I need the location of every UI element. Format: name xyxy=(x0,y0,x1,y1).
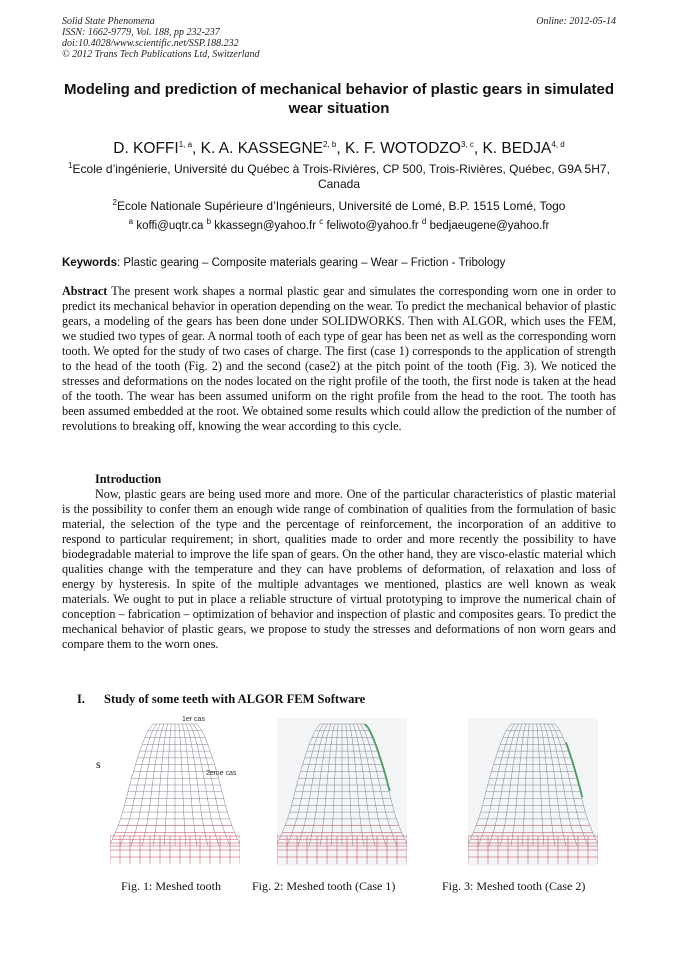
journal-header xyxy=(62,16,260,60)
author-name: K. A. KASSEGNE xyxy=(200,140,323,157)
affiliation-text: Ecole d’ingénierie, Université du Québec à Trois-Rivières, CP 500, Trois-Rivières, Québec, G9A 5H7, Canada xyxy=(72,162,610,191)
journal-name: Solid State Phenomena xyxy=(62,16,155,27)
email-link[interactable]: kkassegn@yahoo.fr xyxy=(214,220,317,232)
author-name: D. KOFFI xyxy=(113,140,179,157)
journal-doi: doi:10.4028/www.scientific.net/SSP.188.232 xyxy=(62,38,239,49)
annotation-case2: 2eme cas xyxy=(206,770,237,777)
abstract xyxy=(62,284,616,434)
mesh-image xyxy=(468,718,598,866)
figure-meshed-tooth xyxy=(110,718,240,866)
section-title: Study of some teeth with ALGOR FEM Software xyxy=(104,692,366,706)
mesh-image xyxy=(277,718,407,866)
affiliation-text: Ecole Nationale Supérieure d’Ingénieurs, Université de Lomé, B.P. 1515 Lomé, Togo xyxy=(116,199,566,213)
keywords-label: Keywords xyxy=(62,257,117,269)
author-sup: 4, d xyxy=(551,139,565,149)
author-name: K. BEDJA xyxy=(482,140,552,157)
introduction-heading: Introduction xyxy=(95,472,162,486)
figure-caption: Fig. 1: Meshed tooth xyxy=(121,879,222,893)
author-sup: 2, b xyxy=(323,139,337,149)
email-link[interactable]: bedjaeugene@yahoo.fr xyxy=(429,220,550,232)
figure-meshed-tooth-case2 xyxy=(468,718,598,866)
introduction-text: Now, plastic gears are being used more and more. One of the particular characteristics of plastic material is the possibility to confer them an enough wide range of combination of qualities from the formulation of basic material, the selection of the type and the percentage of reinforcement, the incorporation of an additive to respond to particular requirement; in short, qualities made to order and more recently the possibility to have biodegradable material to improve the life span of gears. On the other hand, they are visco-elastic material which qualities change with the temperature and they can have problems of deformation, of relaxation and loss of energy by hysteresis. In spite of the multiple advantages we mentioned, plastics are well known as weak materials. We ought to put in place a reliable structure of virtual prototyping to improve the numerical chain of conception – fabrication – optimization of behavior and inspection of plastic and composites gears. To predict the mechanical behavior of plastic gears, we propose to study the stresses and deformations of non worn gears and compare them to the worn ones. xyxy=(62,487,616,651)
affiliation-sup: 1 xyxy=(68,161,73,170)
email-list xyxy=(62,219,616,234)
figure-meshed-tooth-case1 xyxy=(277,718,407,866)
author-sup: 3, c xyxy=(460,139,474,149)
abstract-label: Abstract xyxy=(62,284,108,298)
affiliation-sup: 2 xyxy=(112,198,117,207)
email-sup: a xyxy=(128,217,134,227)
online-date: Online: 2012-05-14 xyxy=(536,16,616,27)
email-sup: c xyxy=(319,217,324,227)
affiliation xyxy=(62,162,616,192)
section-number: I. xyxy=(77,692,85,706)
paper-title: Modeling and prediction of mechanical behavior of plastic gears in simulated wear situation xyxy=(63,81,615,117)
email-sup: d xyxy=(421,217,427,227)
email-link[interactable]: koffi@uqtr.ca xyxy=(136,220,204,232)
journal-copyright: © 2012 Trans Tech Publications Ltd, Switzerland xyxy=(62,49,260,60)
author-list: D. KOFFI$^{1, a}$, K. A. KASSEGNE$^{2, b}$, K. F. WOTODZO$^{3, c}$, K. BEDJA$^{4, d}$ xyxy=(113,139,565,157)
email-link[interactable]: feliwoto@yahoo.fr xyxy=(326,220,419,232)
figure-caption: Fig. 3: Meshed tooth (Case 2) xyxy=(442,879,586,893)
keywords-text: : Plastic gearing – Composite materials gearing – Wear – Friction - Tribology xyxy=(116,257,506,269)
abstract-text: The present work shapes a normal plastic gear and simulates the corresponding worn one in order to predict its mechanical behavior in operation depending on the wear. To predict the mechanical behavior of plastic gears, a modeling of the gears has been done under SOLIDWORKS. Then with ALGOR, which uses the FEM, we studied two types of gear. A normal tooth of each type of gear has been net as well as the corresponding worn tooth. We opted for the study of two cases of charge. The first (case 1) corresponds to the application of strength to the head of the tooth (Fig. 2) and the second (case2) at the pitch point of the tooth (Fig. 3). We noticed the stresses and deformations on the nodes located on the right profile of the tooth, the first node is taken at the head of the tooth. The wear has been assumed uniform on the right profile from the head to the root. The tooth has been assumed embedded at the root. We obtained some results which could allow the prediction of the number of revolutions to breaking off, knowing the wear according to this cycle. xyxy=(62,284,616,433)
annotation-case1: 1er cas xyxy=(182,716,205,723)
keywords xyxy=(62,256,616,270)
author-sup: 1, a xyxy=(178,139,193,149)
mesh-image xyxy=(110,718,240,866)
stray-letter: s xyxy=(96,757,101,771)
figure-caption: Fig. 2: Meshed tooth (Case 1) xyxy=(252,879,396,893)
author-name: K. F. WOTODZO xyxy=(344,140,461,157)
email-sup: b xyxy=(206,217,212,227)
affiliation xyxy=(62,199,616,214)
journal-issn: ISSN: 1662-9779, Vol. 188, pp 232-237 xyxy=(62,27,220,38)
